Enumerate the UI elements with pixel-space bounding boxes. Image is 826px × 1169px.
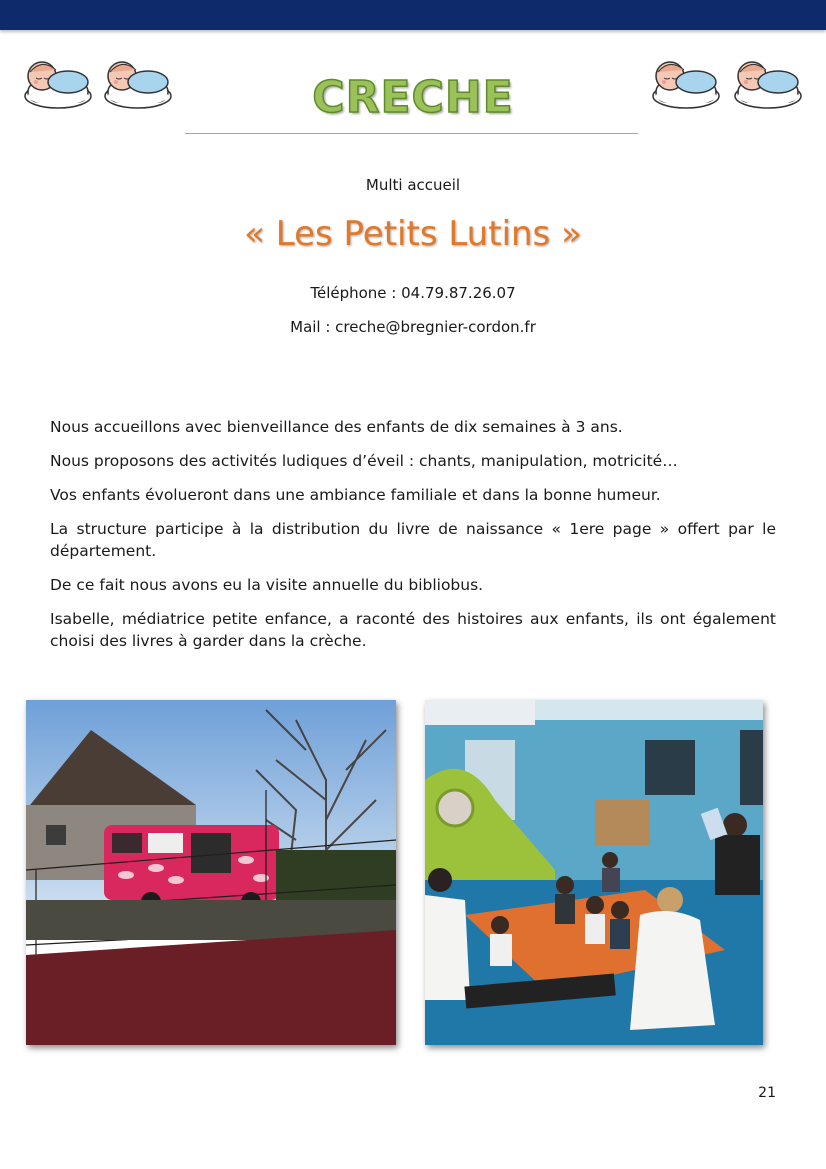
reading-session-photo xyxy=(425,700,763,1045)
paragraph: Nous proposons des activités ludiques d’éveil : chants, manipulation, motricité… xyxy=(50,452,678,470)
paragraph: Nous accueillons avec bienveillance des enfants de dix semaines à 3 ans. xyxy=(50,418,623,436)
paragraph: La structure participe à la distribution du livre de naissance « 1ere page » offert par le département. xyxy=(50,520,776,560)
page-title: CRECHE xyxy=(312,72,514,123)
paragraph: Vos enfants évolueront dans une ambiance familiale et dans la bonne humeur. xyxy=(50,486,661,504)
title-divider xyxy=(185,133,638,134)
paragraph: De ce fait nous avons eu la visite annuelle du bibliobus. xyxy=(50,576,484,594)
top-banner xyxy=(0,0,826,30)
facility-subtitle: Multi accueil xyxy=(365,176,461,194)
bibliobus-photo xyxy=(26,700,396,1045)
phone-line: Téléphone : 04.79.87.26.07 xyxy=(310,284,516,302)
body-text xyxy=(50,416,776,664)
paragraph: Isabelle, médiatrice petite enfance, a raconté des histoires aux enfants, ils ont également choisi des livres à garder dans la crèche. xyxy=(50,610,776,650)
page-number: 21 xyxy=(758,1085,776,1101)
mail-line: Mail : creche@bregnier-cordon.fr xyxy=(290,318,536,336)
facility-name: « Les Petits Lutins » xyxy=(244,214,582,254)
